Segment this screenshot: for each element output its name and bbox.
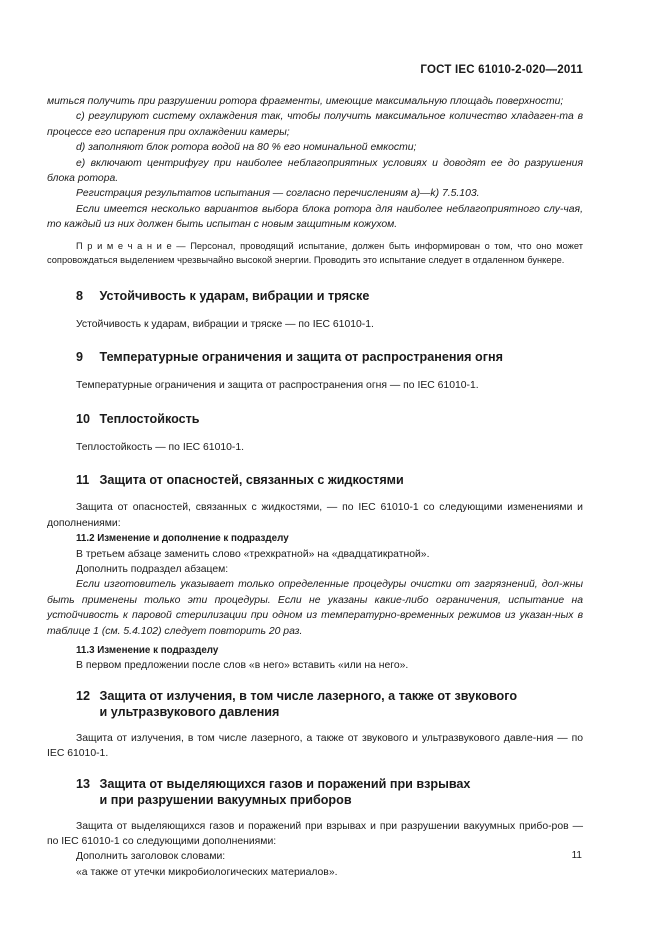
section-9-heading [47,349,583,365]
section-number: 8 [76,289,84,304]
section-11-heading [47,472,583,488]
section-number: 12 [76,688,91,703]
list-item-e: e) включают центрифугу при наиболее неблагоприятных условиях и доводят ее до разрушения блока ротора. [47,157,583,185]
subsection-11-2-heading: 11.2 Изменение и дополнение к подразделу [76,533,289,545]
section-13-paragraph-3: «а также от утечки микробиологических материалов». [76,866,338,878]
note-label: П р и м е ч а н и е [76,240,172,251]
section-10-text: Теплостойкость — по IEC 61010-1. [76,441,245,453]
section-13-paragraph-2: Дополнить заголовок словами: [76,851,226,863]
section-title: Теплостойкость [99,411,200,426]
section-13-heading [47,776,583,808]
section-11-text: Защита от опасностей, связанных с жидкостями, — по IEC 61010-1 со следующими изменениями и дополнениями: [47,502,583,529]
list-item-d: d) заполняют блок ротора водой на 80 % его номинальной емкости; [76,142,417,154]
section-title: Защита от опасностей, связанных с жидкостями [99,473,404,488]
section-number: 9 [76,350,84,365]
page-number: 11 [571,850,582,861]
section-number: 10 [76,411,91,426]
registration-paragraph: Регистрация результатов испытания — согласно перечислениям a)—k) 7.5.103. [76,188,480,200]
note-text: — Персонал, проводящий испытание, должен быть информирован о том, что оно может сопровождаться выделением чрезвычайно высокой энергии. Проводить это испытание следует в отдаленном бункере. [47,240,583,265]
subsection-11-3-paragraph: В первом предложении после слов «в него» вставить «или на него». [76,660,409,672]
section-number: 13 [76,776,91,791]
section-title: Температурные ограничения и защита от распространения огня [99,350,503,365]
list-item-c: c) регулируют систему охлаждения так, чтобы получить максимальное количество хладаген-та в процессе его испарения при охлаждении камеры; [47,111,583,138]
section-title: Защита от выделяющихся газов и поражений при взрывах [99,776,471,791]
section-number: 11 [76,473,90,488]
variants-paragraph: Если имеется несколько вариантов выбора блока ротора для наиболее неблагоприятного слу-чая, то каждый из них должен быть испытан с новым защитным кожухом. [47,203,583,231]
section-12-text: Защита от излучения, в том числе лазерного, а также от звукового и ультразвукового давле-ния — по IEC 61010-1. [47,732,583,760]
note-paragraph [47,239,583,267]
page-content [47,94,583,880]
continued-paragraph: миться получить при разрушении ротора фрагменты, имеющие максимальную площадь поверхности; [47,96,564,107]
subsection-11-3-heading: 11.3 Изменение к подразделу [76,644,219,656]
section-title-continued: и ультразвукового давления [99,704,280,719]
section-13-text: Защита от выделяющихся газов и поражений при взрывах и при разрушении вакуумных прибо-ров — по IEC 61010-1 со следующими дополнениями: [47,820,583,847]
section-8-text: Устойчивость к ударам, вибрации и тряске — по IEC 61010-1. [76,319,374,331]
document-header: ГОСТ IEC 61010-2-020—2011 [420,64,583,76]
section-9-text: Температурные ограничения и защита от распространения огня — по IEC 61010-1. [76,380,479,392]
section-title: Защита от излучения, в том числе лазерного, а также от звукового [99,688,518,703]
section-12-heading [47,688,583,720]
section-title-continued: и при разрушении вакуумных приборов [99,792,352,807]
section-8-heading [47,288,583,304]
subsection-11-2-paragraph-2: Дополнить подраздел абзацем: [76,563,229,575]
subsection-11-2-paragraph-1: В третьем абзаце заменить слово «трехкратной» на «двадцатикратной». [76,548,430,560]
section-10-heading [47,411,583,427]
section-title: Устойчивость к ударам, вибрации и тряске [99,289,370,304]
subsection-11-2-paragraph-3: Если изготовитель указывает только определенные процедуры очистки от загрязнений, дол-жны быть применены только эти процедуры. Если не указаны какие-либо ограничения, испытание на устойчивость к паровой стерилизации при одном из температурно-временных режимов из указан-ных в таблице 1 (см. 5.4.102) следует повторить 20 раз. [47,579,583,637]
